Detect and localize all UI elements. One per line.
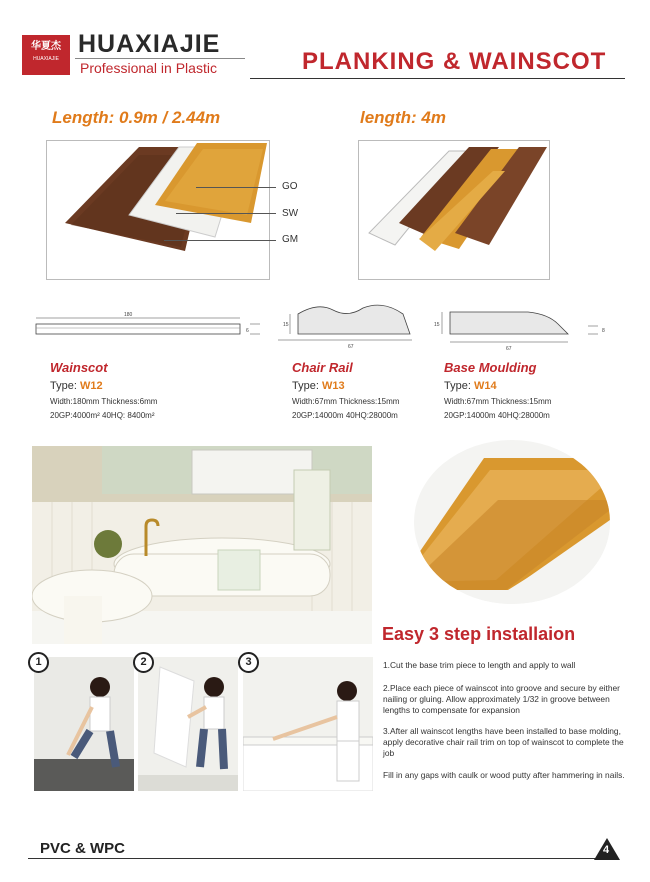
product-chair-rail [292, 360, 399, 423]
product-spec-capacity: 20GP:14000m 40HQ:28000m [292, 411, 398, 420]
product-spec-size: Width:67mm Thickness:15mm [292, 397, 400, 406]
brand-divider [75, 58, 245, 59]
product-type-code: W14 [473, 380, 497, 392]
step-number-3: 3 [238, 652, 259, 673]
plank-photo-left [46, 140, 270, 280]
product-name: Chair Rail [292, 360, 353, 375]
plank-label-gm: GM [282, 234, 299, 245]
profile-diagrams [28, 300, 638, 360]
dim-wainscot-width: 180 [124, 312, 133, 318]
page-number-badge [594, 838, 620, 860]
install-fill-text: Fill in any gaps with caulk or wood putty after hammering in nails. [383, 770, 625, 780]
brand-name: HUAXIAJIE [78, 30, 221, 58]
logo-cn-text: 华夏杰 [31, 41, 61, 52]
install-step-2-text: 2.Place each piece of wainscot into groove and secure by either nailing or gluing. Allow approximately 1/32 in groove between lengths to compensate for expansion [383, 683, 620, 715]
product-type-label: Type: [50, 380, 77, 392]
moulding-photo-right [358, 140, 550, 280]
leader-line-sw [176, 213, 276, 214]
page-number: 4 [603, 844, 610, 856]
footer-divider [28, 858, 618, 859]
dim-base-width: 67 [506, 346, 512, 352]
dim-base-thick: 15 [434, 322, 440, 328]
length-label-right: length: 4m [360, 108, 446, 127]
dim-chair-thick: 15 [283, 322, 289, 328]
bathroom-photo [32, 446, 372, 644]
plank-label-go: GO [282, 181, 298, 192]
brand-logo [22, 35, 70, 75]
product-name: Wainscot [50, 360, 108, 375]
length-label-left: Length: 0.9m / 2.44m [52, 108, 221, 127]
step-photo-3 [243, 657, 373, 791]
bathroom-illustration [32, 446, 372, 644]
product-type-label: Type: [444, 380, 471, 392]
product-base-moulding [444, 360, 551, 423]
closeup-illustration [414, 440, 610, 604]
install-step-3-text: 3.After all wainscot lengths have been installed to base molding, apply decorative chair rail trim on top of wainscot to complete the job [383, 726, 624, 758]
install-step-1-text: 1.Cut the base trim piece to length and apply to wall [383, 660, 576, 670]
product-spec-size: Width:180mm Thickness:6mm [50, 397, 158, 406]
moulding-illustration [359, 141, 549, 279]
brand-tagline: Professional in Plastic [80, 60, 217, 76]
product-spec-capacity: 20GP:4000m² 40HQ: 8400m² [50, 411, 155, 420]
footer-label: PVC & WPC [40, 840, 126, 857]
step-photo-1 [34, 657, 134, 791]
step-photo-2 [138, 657, 238, 791]
title-underline [250, 78, 625, 79]
step-number-2: 2 [133, 652, 154, 673]
leader-line-go [196, 187, 276, 188]
product-type-label: Type: [292, 380, 319, 392]
dim-chair-width: 67 [348, 344, 354, 350]
dim-wainscot-thick: 6 [246, 328, 249, 334]
plank-closeup-photo [414, 440, 610, 604]
install-title: Easy 3 step installaion [382, 624, 576, 644]
plank-illustration [47, 141, 269, 279]
product-type-code: W13 [321, 380, 345, 392]
step-number-1: 1 [28, 652, 49, 673]
dim-base-small: 8 [602, 328, 605, 334]
step3-illustration [243, 657, 373, 791]
step1-illustration [34, 657, 134, 791]
page-title: PLANKING & WAINSCOT [302, 48, 607, 75]
leader-line-gm [164, 240, 276, 241]
product-spec-capacity: 20GP:14000m 40HQ:28000m [444, 411, 550, 420]
plank-label-sw: SW [282, 208, 299, 219]
product-spec-size: Width:67mm Thickness:15mm [444, 397, 552, 406]
logo-en-text: HUAXIAJIE [33, 56, 59, 62]
product-name: Base Moulding [444, 360, 537, 375]
product-wainscot [50, 360, 157, 423]
step2-illustration [138, 657, 238, 791]
product-type-code: W12 [79, 380, 103, 392]
